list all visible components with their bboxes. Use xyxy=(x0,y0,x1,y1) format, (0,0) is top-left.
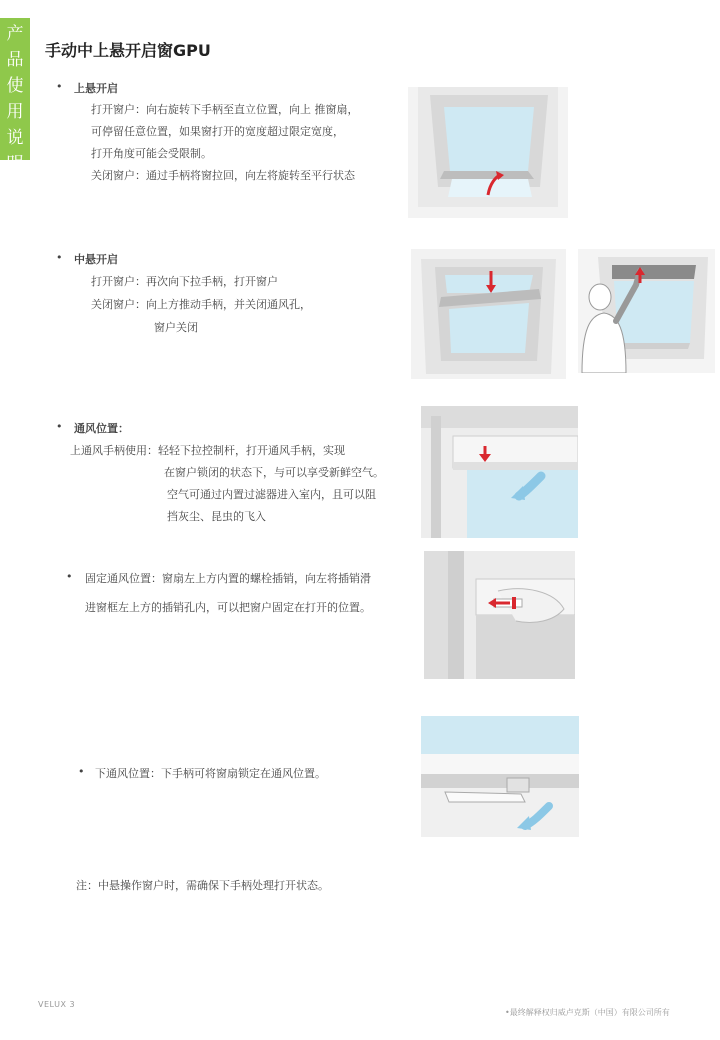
top-vent-line4: 挡灰尘、昆虫的飞入 xyxy=(167,510,266,523)
bullet: • xyxy=(78,765,85,778)
fixed-vent-text xyxy=(85,570,371,586)
top-vent-line3: 空气可通过内置过滤器进入室内，且可以阻 xyxy=(167,488,376,501)
top-vent-flap-photo xyxy=(421,406,578,538)
top-hung-open-text xyxy=(91,101,359,117)
bullet: • xyxy=(56,420,63,433)
ventilation-heading: 通风位置： xyxy=(74,422,129,435)
close-label: 关闭窗户： xyxy=(91,169,146,182)
center-pivot-open-text xyxy=(91,273,278,289)
fixed-vent-line2: 进窗框左上方的插销孔内，可以把窗户固定在打开的位置。 xyxy=(85,601,371,614)
latch-bolt-photo xyxy=(424,551,575,679)
top-hung-open-line2: 可停留任意位置，如果窗打开的宽度超过限定宽度， xyxy=(91,125,344,138)
bullet: • xyxy=(56,80,63,93)
open-label: 打开窗户： xyxy=(91,275,146,288)
center-pivot-close-line2: 窗户关闭 xyxy=(154,321,198,334)
product-manual-tab xyxy=(0,18,30,174)
bottom-handle-photo xyxy=(421,716,579,837)
note-text: 注：中悬操作窗户时，需确保下手柄处理打开状态。 xyxy=(76,879,329,892)
top-hung-window-photo xyxy=(408,87,568,218)
open-label: 打开窗户： xyxy=(91,103,146,116)
open-line: 向右旋转下手柄至直立位置，向上 推窗扇， xyxy=(146,103,359,116)
tab-char: 说 xyxy=(6,128,24,148)
bottom-vent-label: 下通风位置： xyxy=(95,767,161,780)
fixed-vent-line: 窗扇左上方内置的螺栓插销，向左将插销滑 xyxy=(162,572,371,585)
center-pivot-close-text xyxy=(91,296,311,312)
footer-copyright: •最终解释权归威卢克斯（中国）有限公司所有 xyxy=(505,1008,670,1017)
top-vent-text xyxy=(70,442,345,458)
bullet: • xyxy=(56,251,63,264)
top-vent-label: 上通风手柄使用： xyxy=(70,444,158,457)
tab-char: 产 xyxy=(6,24,24,44)
top-vent-line2: 在窗户锁闭的状态下，与可以享受新鲜空气。 xyxy=(164,466,384,479)
page-title: 手动中上悬开启窗GPU xyxy=(45,41,211,60)
top-hung-close-text xyxy=(91,167,355,183)
close-line: 向上方推动手柄，并关闭通风孔， xyxy=(146,298,311,311)
bottom-vent-line: 下手柄可将窗扇锁定在通风位置。 xyxy=(161,767,326,780)
tab-char: 品 xyxy=(6,50,24,70)
close-label: 关闭窗户： xyxy=(91,298,146,311)
top-hung-heading: 上悬开启 xyxy=(74,82,118,95)
bottom-vent-text xyxy=(95,765,326,781)
open-line: 再次向下拉手柄，打开窗户 xyxy=(146,275,278,288)
tab-char: 用 xyxy=(6,102,24,122)
tab-char: 使 xyxy=(6,76,24,96)
top-hung-open-line3: 打开角度可能会受限制。 xyxy=(91,147,212,160)
footer-page-label: VELUX 3 xyxy=(38,1000,76,1009)
center-pivot-window-photo xyxy=(411,249,566,379)
tab-char: 明 xyxy=(6,154,24,174)
person-closing-window-photo xyxy=(578,249,715,373)
top-vent-line: 轻轻下拉控制杆，打开通风手柄，实现 xyxy=(158,444,345,457)
close-line: 通过手柄将窗拉回，向左将旋转至平行状态 xyxy=(146,169,355,182)
center-pivot-heading: 中悬开启 xyxy=(74,253,118,266)
fixed-vent-label: 固定通风位置： xyxy=(85,572,162,585)
bullet: • xyxy=(66,570,73,583)
